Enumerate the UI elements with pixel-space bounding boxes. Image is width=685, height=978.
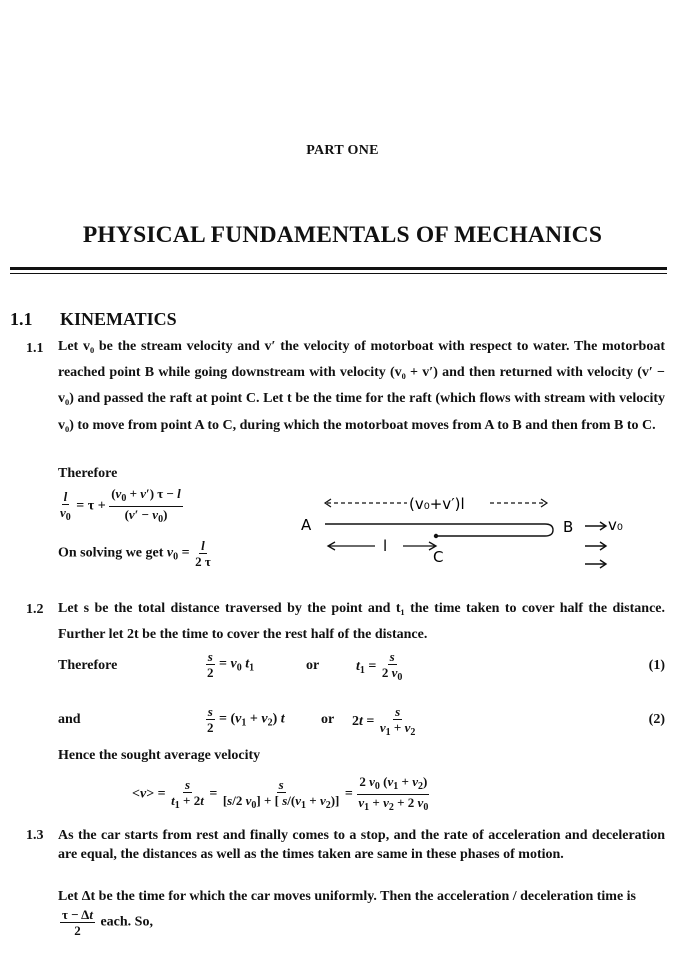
solving-label: On solving we get bbox=[58, 545, 164, 561]
therefore-label: Therefore bbox=[58, 658, 118, 673]
solution-line: On solving we get $v_0$ = $\frac{l}{2 \tau}$ bbox=[58, 538, 211, 569]
text-after-fraction: each. So, bbox=[100, 914, 153, 930]
or-label: or bbox=[306, 658, 320, 673]
boat-path bbox=[325, 524, 553, 536]
title-rule-thick bbox=[10, 267, 667, 270]
title-rule-thin bbox=[10, 273, 667, 274]
equation-number: (2) bbox=[648, 712, 665, 727]
problem-number: 1.1 bbox=[26, 341, 44, 356]
problem-text-continued: Let Δt be the time for which the car moves uniformly. Then the acceleration / deceleration time is $\frac{\tau - \Delta t}{2}$ each. So, bbox=[58, 889, 636, 938]
point-b: B bbox=[563, 518, 574, 536]
and-label: and bbox=[58, 712, 81, 727]
equation-number: (1) bbox=[648, 658, 665, 673]
problem-number: 1.3 bbox=[26, 828, 44, 843]
problem-text: Let s be the total distance traversed by the point and t₁ the time taken to cover half the distance. Further let 2t be the time to cover the rest half of the distance. bbox=[58, 601, 665, 643]
problem-text: As the car starts from rest and finally comes to a stop, and the rate of acceleration and deceleration are equal, the distances as well as the times taken are same in these phases of motion. bbox=[58, 828, 665, 862]
equation-1-2c: $\frac{s}{2}$ = $(v_1 + v_2)$ t bbox=[207, 704, 285, 735]
point-c-dot bbox=[434, 534, 438, 538]
raft-diagram bbox=[295, 488, 635, 578]
equation-1-2d: 2t = $\frac{s}{v_1 + v_2}$ bbox=[352, 704, 416, 738]
equation-1-2b: $t_1$ = $\frac{s}{2 v_0}$ bbox=[356, 649, 403, 683]
hence-label: Hence the sought average velocity bbox=[58, 748, 261, 763]
average-velocity-equation: <v> = $\frac{s}{t_1 + 2t}$ = $\frac{s}{[s/2 v_0] + [ s/(v_1 + v_2)]}$ = $\frac{2 v_0 (v_1 + v_2)}{v_1 + v_2 + 2 v_0}$ bbox=[132, 774, 429, 813]
section-title: KINEMATICS bbox=[60, 309, 177, 329]
part-heading: PART ONE bbox=[306, 143, 379, 158]
therefore-label: Therefore bbox=[58, 466, 118, 481]
equation-1-1: $\frac{l}{v_0}$ = τ + $\frac{(v_0 + v') \tau - l}{(v' - v_0)}$ bbox=[60, 486, 181, 525]
point-c: C bbox=[433, 548, 444, 566]
equation-1-2a: $\frac{s}{2}$ = $v_0$ $t_1$ bbox=[207, 649, 255, 680]
top-label: (v₀+v′)l bbox=[409, 495, 465, 513]
stream-label: v₀ bbox=[608, 516, 623, 534]
lower-label: l bbox=[383, 537, 388, 555]
or-label: or bbox=[321, 712, 335, 727]
chapter-title: PHYSICAL FUNDAMENTALS OF MECHANICS bbox=[82, 222, 603, 248]
problem-text: Let v₀ be the stream velocity and v′ the velocity of motorboat with respect to water. The motorboat reached point B while going downstream with velocity (v₀ + v′) and then returned with velocity (v′ − v₀) and passed the raft at point C. Let t be the time for the raft (which flows with stream with velocity v₀) to move from point A to C, during which the motorboat moves from A to B and then from B to C. bbox=[58, 339, 665, 433]
section-number: 1.1 bbox=[10, 309, 33, 329]
point-a: A bbox=[301, 516, 312, 534]
text-before-fraction: Let Δt be the time for which the car moves uniformly. Then the acceleration / deceleration time is bbox=[58, 889, 636, 904]
problem-number: 1.2 bbox=[26, 602, 44, 617]
